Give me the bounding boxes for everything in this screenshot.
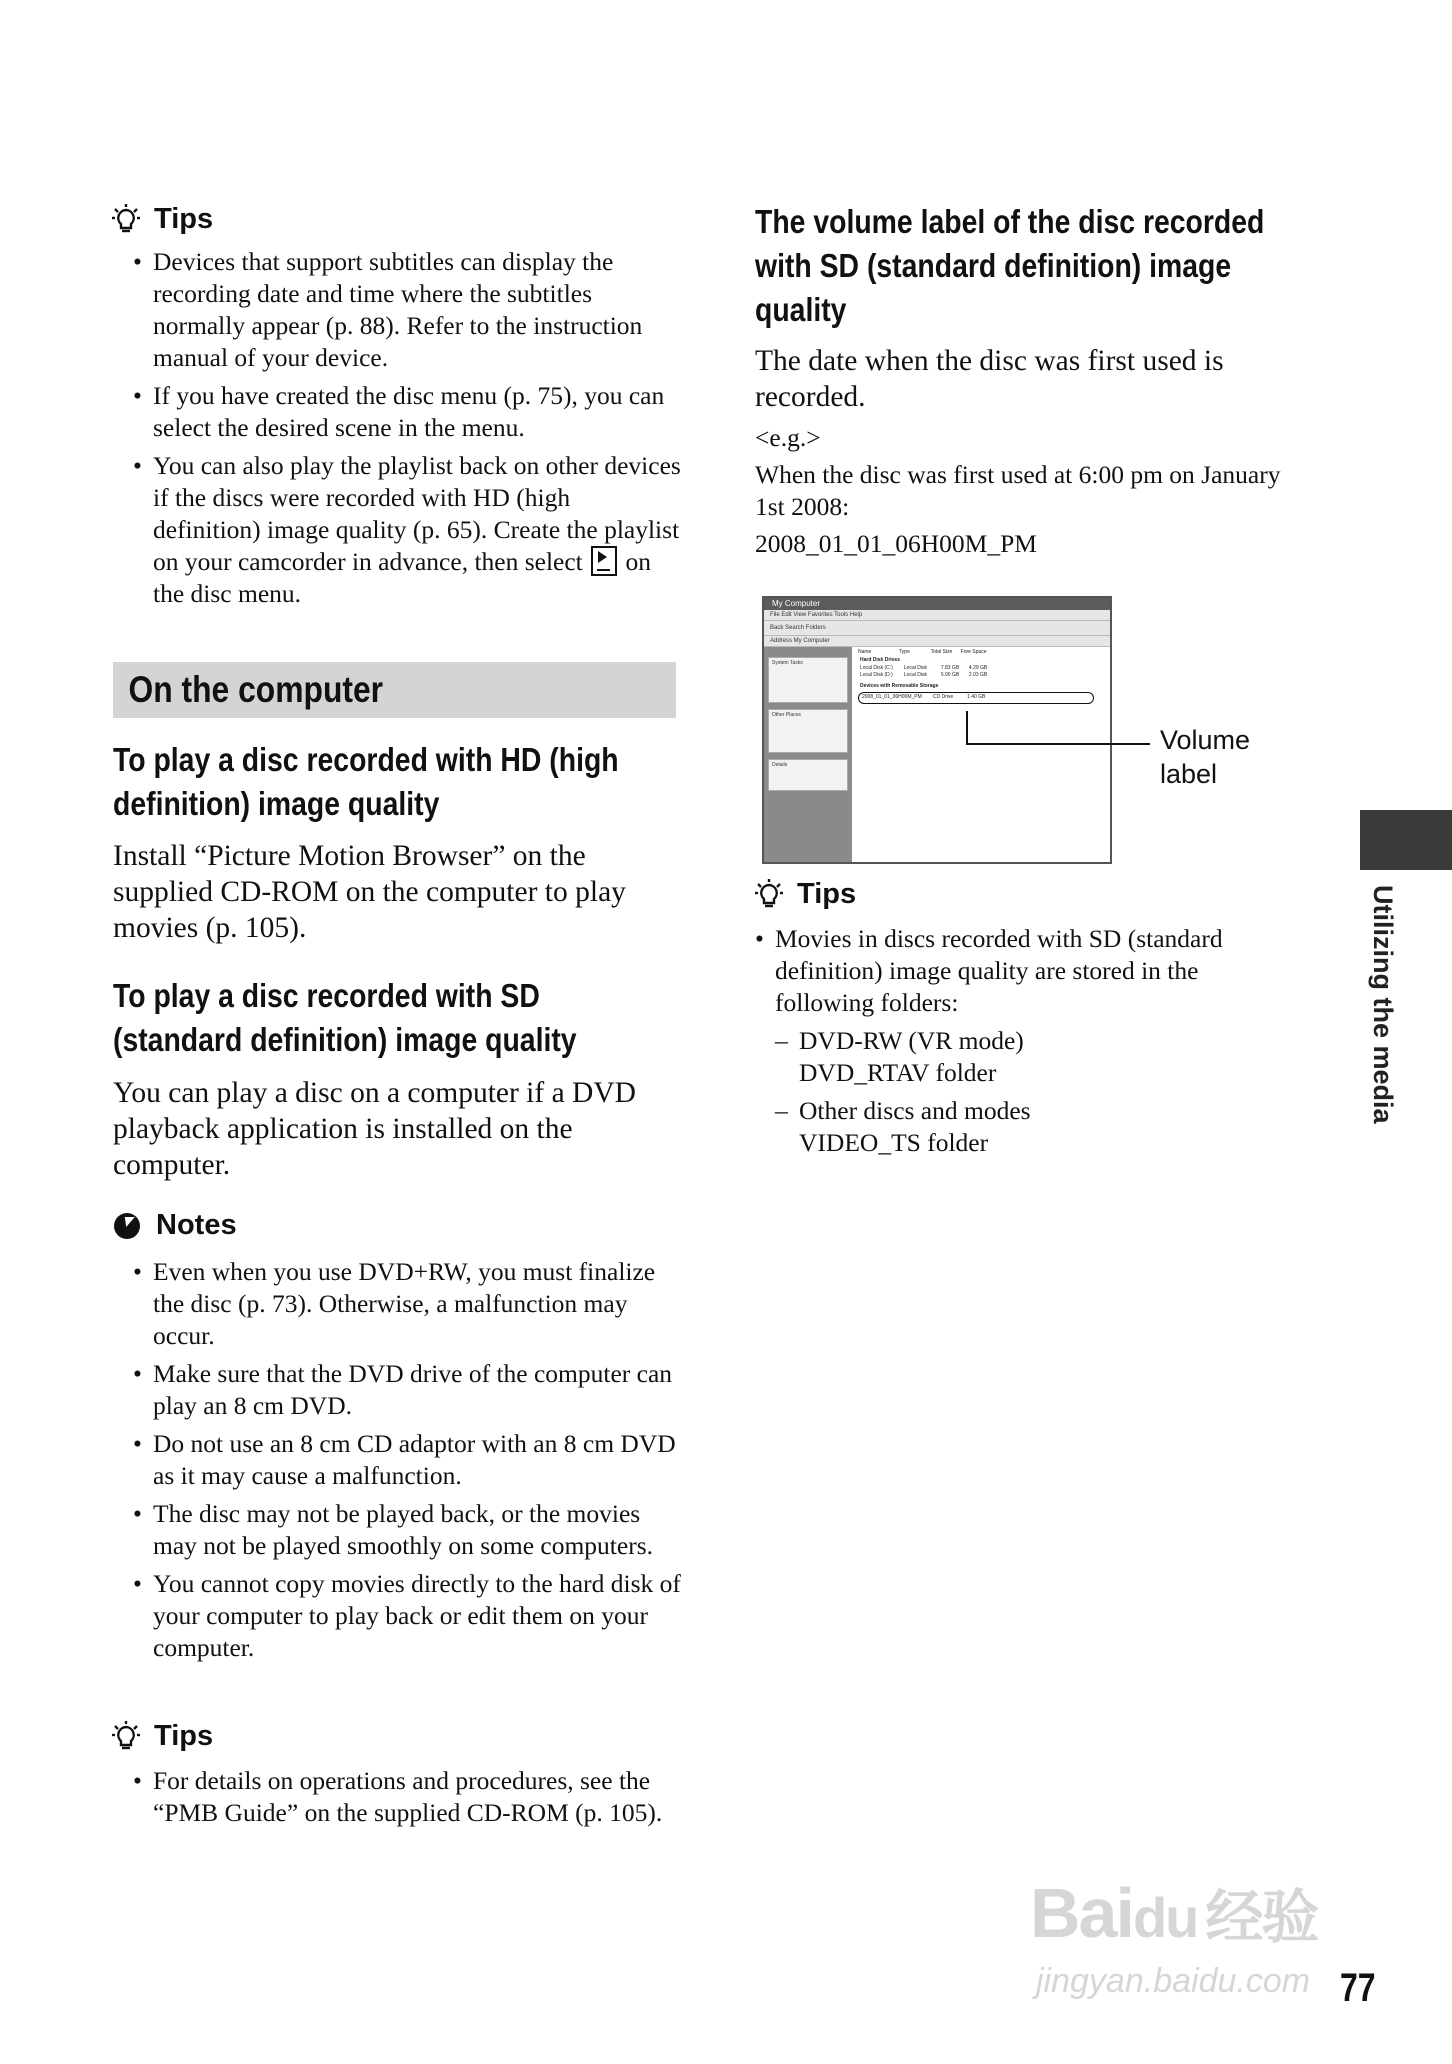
other-places-pane (768, 709, 848, 753)
window-address-bar: Address My Computer (764, 636, 1110, 647)
drive-row: Local Disk (C:) Local Disk 7.83 GB 4.29 GB (860, 665, 988, 671)
tips-heading (112, 1720, 213, 1753)
tips-list (133, 1765, 685, 1835)
drive-row: Local Disk (D:) Local Disk 5.90 GB 2.03 GB (860, 672, 988, 678)
window-toolbar: Back Search Folders (764, 621, 1110, 636)
callout-line (966, 711, 968, 745)
folder-name: VIDEO_TS folder (799, 1128, 989, 1157)
list-item: • For details on operations and procedures, see the “PMB Guide” on the supplied CD-ROM (p. 105). (133, 1765, 685, 1829)
hd-heading: To play a disc recorded with HD (high definition) image quality (113, 741, 619, 822)
tips-list (755, 923, 1285, 1025)
file-list (856, 647, 1110, 864)
list-item (755, 1025, 1285, 1089)
volume-label-callout: Volume label (1160, 725, 1251, 789)
list-item (133, 450, 683, 610)
watermark-text: Bai (1030, 1874, 1133, 1952)
window-body (764, 647, 1110, 864)
group-header: Devices with Removable Storage (860, 683, 939, 689)
chapter-tab-marker (1360, 810, 1452, 870)
pane-title: Details (772, 762, 788, 768)
list-item: • Movies in discs recorded with SD (standard definition) image quality are stored in the following folders: (755, 923, 1285, 1019)
page-number: 77 (1340, 1966, 1376, 2010)
notes-list (133, 1256, 685, 1670)
list-item: • Even when you use DVD+RW, you must finalize the disc (p. 73). Otherwise, a malfunction may occur. (133, 1256, 685, 1352)
disc-row: 2008_01_01_06H00M_PM CD Drive 1.40 GB (862, 694, 986, 700)
tips-list (133, 246, 683, 616)
group-header: Hard Disk Drives (860, 657, 901, 663)
folder-list (755, 1025, 1285, 1165)
tips-heading (112, 203, 213, 236)
list-item (755, 1095, 1285, 1159)
list-item-text: You can also play the playlist back on other devices if the discs were recorded with HD (high definition) image quality (p. 65). Create the playlist on your camcorder in advance, then select (153, 451, 681, 576)
list-item: • Make sure that the DVD drive of the computer can play an 8 cm DVD. (133, 1358, 685, 1422)
list-item: • If you have created the disc menu (p. 75), you can select the desired scene in the menu. (133, 380, 683, 444)
list-item: • Devices that support subtitles can display the recording date and time where the subtitles normally appear (p. 88). Refer to the instruction manual of your device. (133, 246, 683, 374)
volume-label-heading: The volume label of the disc recorded with SD (standard definition) image quality (755, 203, 1265, 328)
folder-mode: – Other discs and modes (799, 1096, 1031, 1125)
details-pane (768, 759, 848, 791)
section-title-bar (113, 662, 676, 718)
list-item: • The disc may not be played back, or the movies may not be played smoothly on some computers. (133, 1498, 685, 1562)
tips-heading-text: Tips (154, 203, 214, 235)
lightbulb-icon (112, 1721, 140, 1753)
tips-heading-text: Tips (154, 1720, 214, 1752)
folder-mode: – DVD-RW (VR mode) (799, 1026, 1024, 1055)
chapter-side-label: Utilizing the media (1368, 885, 1398, 1124)
column-headers: Name Type Total Size Free Space (858, 649, 987, 655)
sd-heading: To play a disc recorded with SD (standard definition) image quality (113, 977, 577, 1058)
watermark-text: du (1132, 1886, 1198, 1949)
lightbulb-icon (112, 204, 140, 236)
tips-heading-text: Tips (797, 878, 857, 910)
notes-heading (114, 1209, 237, 1242)
example-tag: <e.g.> (755, 423, 821, 452)
watermark-url: jingyan.baidu.com (1036, 1962, 1311, 2000)
list-item: • You cannot copy movies directly to the hard disk of your computer to play back or edit them on your computer. (133, 1568, 685, 1664)
hd-body: Install “Picture Motion Browser” on the supplied CD-ROM on the computer to play movies (p. 105). (113, 840, 626, 944)
sd-body: You can play a disc on a computer if a DVD playback application is installed on the computer. (113, 1077, 636, 1181)
watermark-text: 经验 (1205, 1885, 1318, 1950)
list-item-text: on the disc menu. (153, 547, 652, 608)
notes-heading-text: Notes (156, 1209, 237, 1241)
system-tasks-pane (768, 657, 848, 703)
list-item: • Do not use an 8 cm CD adaptor with an 8 cm DVD as it may cause a malfunction. (133, 1428, 685, 1492)
watermark-logo (1030, 1870, 1317, 1954)
volume-label-body: The date when the disc was first used is recorded. (755, 345, 1224, 413)
my-computer-screenshot (762, 596, 1112, 864)
folder-name: DVD_RTAV folder (799, 1058, 997, 1087)
task-pane (764, 647, 852, 864)
callout-line (966, 743, 1150, 745)
section-title: On the computer (128, 669, 384, 710)
window-title: My Computer (764, 598, 1110, 610)
example-volume-label: 2008_01_01_06H00M_PM (755, 529, 1037, 558)
pane-title: Other Places (772, 712, 801, 718)
tips-heading (755, 878, 856, 911)
pane-title: System Tasks (772, 660, 803, 666)
example-text: When the disc was first used at 6:00 pm on January 1st 2008: (755, 460, 1281, 521)
warning-icon (114, 1213, 140, 1239)
window-menu-bar: File Edit View Favorites Tools Help (764, 610, 1110, 621)
playlist-icon (591, 546, 617, 576)
lightbulb-icon (755, 879, 783, 911)
